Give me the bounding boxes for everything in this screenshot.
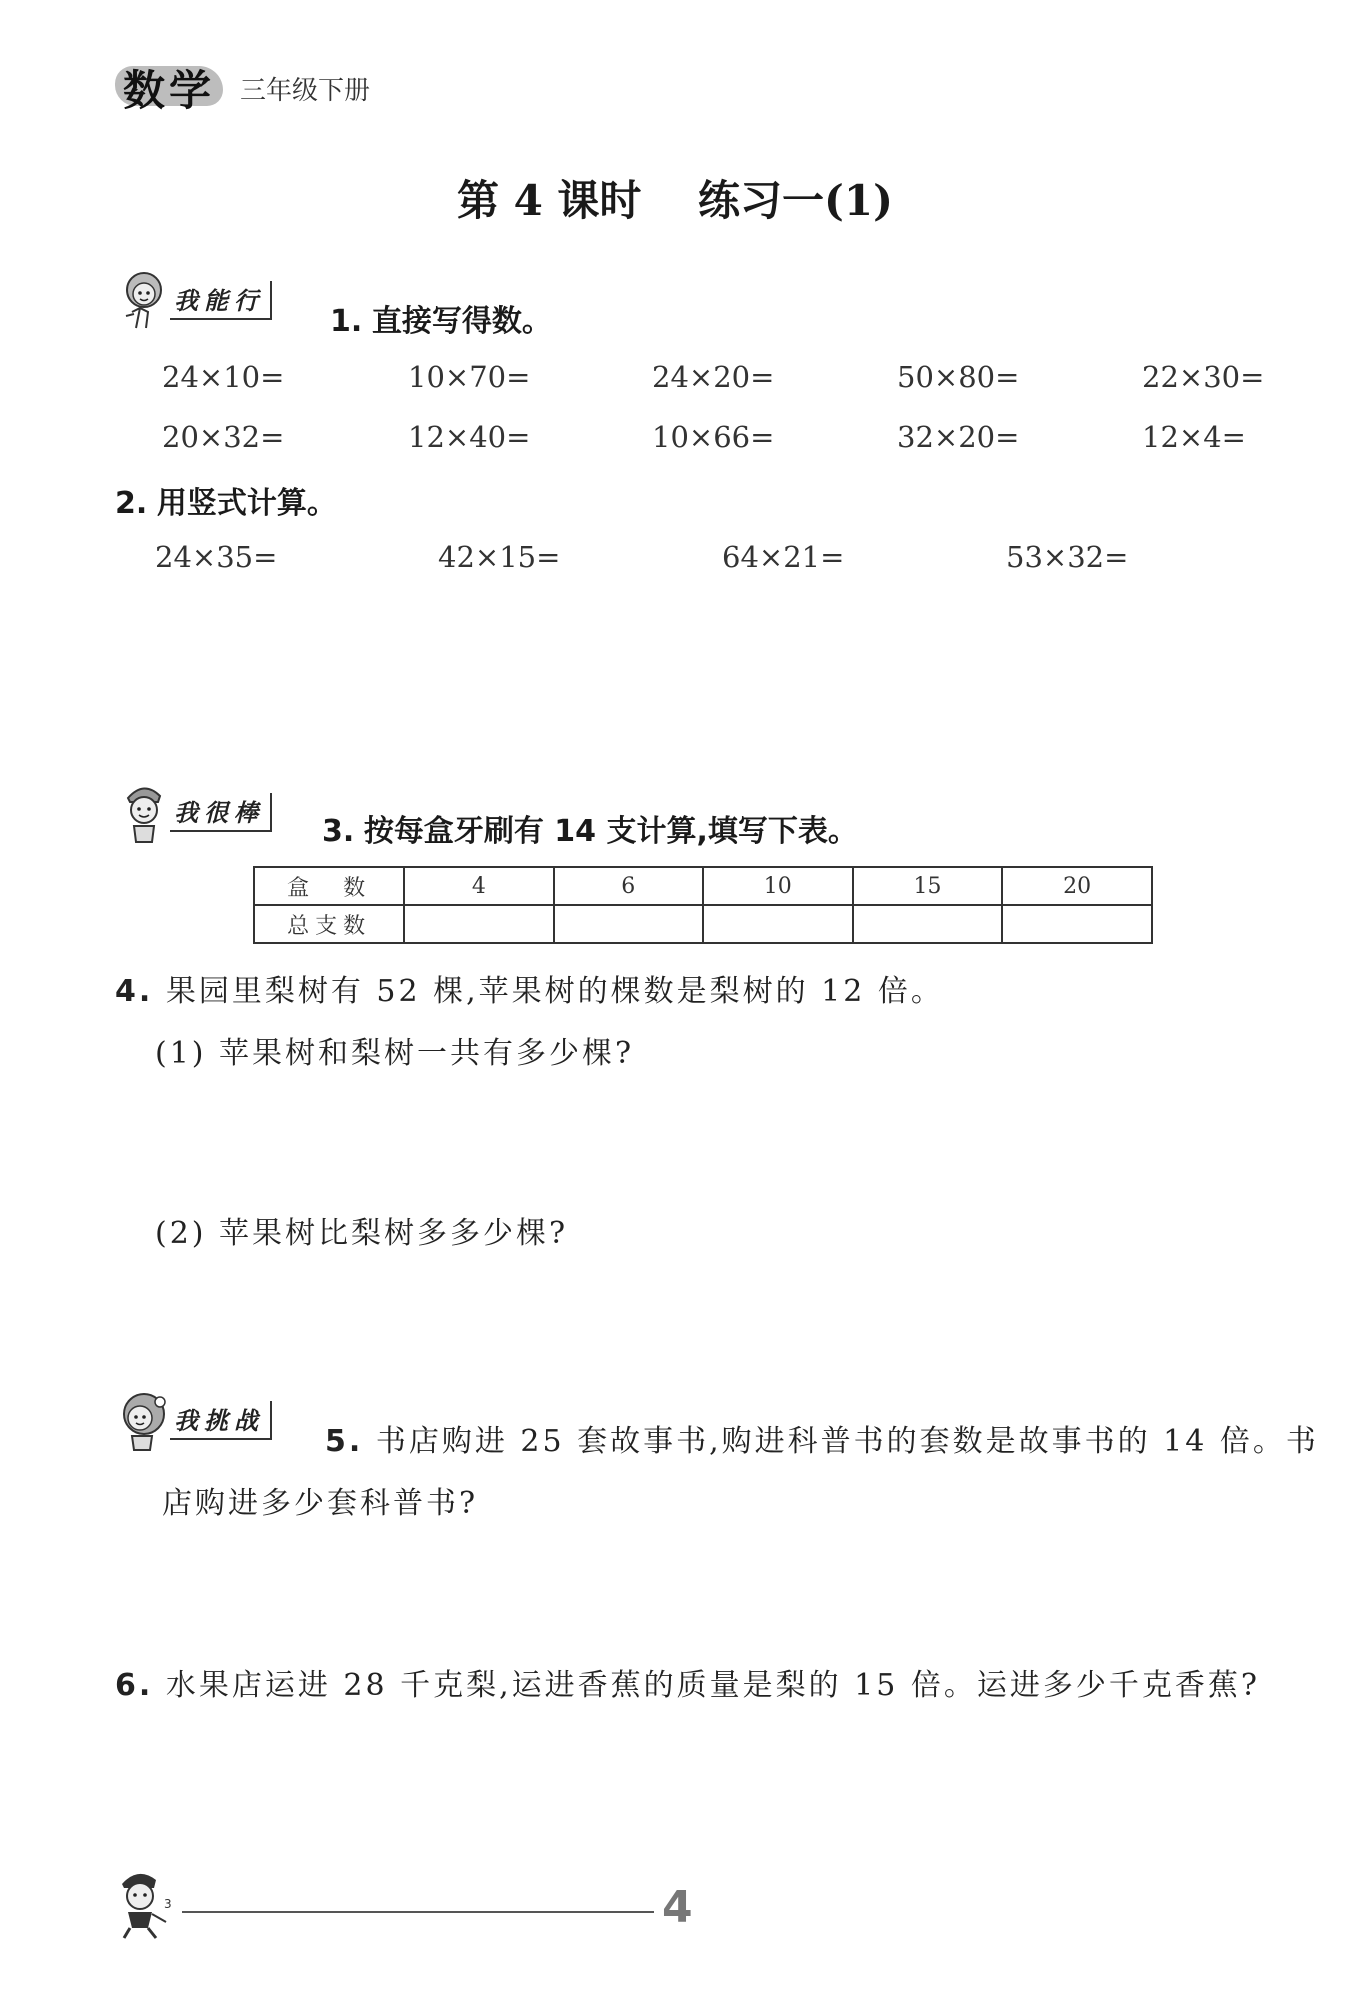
badge-label: 我挑战 — [170, 1401, 272, 1440]
q1-expr: 22×30= — [1142, 360, 1265, 394]
q5-line2: 店购进多少套科普书? — [162, 1486, 479, 1521]
q1-expr: 12×4= — [1142, 420, 1246, 454]
q3-heading — [322, 806, 858, 850]
badge-wo-hen-bang — [118, 780, 272, 844]
q5-stem: 书店购进 25 套故事书,购进科普书的套数是故事书的 14 倍。书 — [375, 1424, 1319, 1459]
q1-expr: 32×20= — [897, 420, 1020, 454]
badge-wo-tiao-zhan — [118, 1388, 272, 1452]
table-cell: 10 — [703, 867, 853, 905]
table-row-header: 总支数 — [254, 905, 404, 943]
q3-table — [253, 866, 1153, 944]
footer-rule — [182, 1911, 654, 1913]
q1-expr: 12×40= — [408, 420, 531, 454]
q2-expr: 64×21= — [722, 540, 845, 574]
answer-cell[interactable] — [404, 905, 553, 943]
q1-expr: 24×10= — [162, 360, 285, 394]
table-row — [254, 905, 1152, 943]
q6-text — [115, 1660, 1260, 1704]
subject-badge — [115, 58, 225, 115]
badge-label: 我能行 — [170, 281, 272, 320]
grade-label: 三年级下册 — [240, 76, 371, 106]
table-cell: 20 — [1002, 867, 1152, 905]
q4-sub1: (1) 苹果树和梨树一共有多少棵? — [155, 1036, 635, 1071]
q2-expr: 42×15= — [438, 540, 561, 574]
q5-line1 — [325, 1416, 1319, 1460]
q1-number: 1. — [330, 304, 363, 339]
girl-mascot-icon — [118, 268, 174, 332]
q2-heading — [115, 478, 337, 522]
q1-title: 直接写得数。 — [371, 304, 552, 339]
q4-sub2: (2) 苹果树比梨树多多少棵? — [155, 1216, 569, 1251]
table-cell: 6 — [554, 867, 703, 905]
answer-cell[interactable] — [1002, 905, 1152, 943]
q2-expr: 53×32= — [1006, 540, 1129, 574]
q4-text — [115, 966, 944, 1010]
badge-wo-neng-xing — [118, 268, 272, 332]
table-row — [254, 867, 1152, 905]
page-number: 4 — [662, 1882, 693, 1933]
q5-number: 5. — [325, 1424, 364, 1459]
footer-mascot-icon — [112, 1868, 182, 1942]
page-title: 第 4 课时 练习一(1) — [456, 176, 894, 225]
q3-title: 按每盒牙刷有 14 支计算,填写下表。 — [363, 814, 858, 849]
table-row-header: 盒 数 — [254, 867, 404, 905]
q2-title: 用竖式计算。 — [156, 486, 337, 521]
q4-stem: 果园里梨树有 52 棵,苹果树的棵数是梨树的 12 倍。 — [165, 974, 944, 1009]
q4-number: 4. — [115, 974, 154, 1009]
q1-expr: 20×32= — [162, 420, 285, 454]
table-cell: 15 — [853, 867, 1003, 905]
q6-stem: 水果店运进 28 千克梨,运进香蕉的质量是梨的 15 倍。运进多少千克香蕉? — [165, 1668, 1260, 1703]
q2-number: 2. — [115, 486, 148, 521]
q1-expr: 10×70= — [408, 360, 531, 394]
answer-cell[interactable] — [554, 905, 703, 943]
q1-expr: 50×80= — [897, 360, 1020, 394]
q1-expr: 10×66= — [652, 420, 775, 454]
q1-heading — [330, 296, 552, 340]
kid-mascot-icon — [118, 1388, 174, 1452]
table-cell: 4 — [404, 867, 553, 905]
answer-cell[interactable] — [703, 905, 853, 943]
q2-expr: 24×35= — [155, 540, 278, 574]
q3-number: 3. — [322, 814, 355, 849]
footer-mascot-mark: 3 — [164, 1897, 172, 1911]
badge-label: 我很棒 — [170, 793, 272, 832]
subject-label: 数学 — [123, 66, 216, 115]
q1-expr: 24×20= — [652, 360, 775, 394]
answer-cell[interactable] — [853, 905, 1003, 943]
q6-number: 6. — [115, 1668, 154, 1703]
boy-mascot-icon — [118, 780, 174, 844]
